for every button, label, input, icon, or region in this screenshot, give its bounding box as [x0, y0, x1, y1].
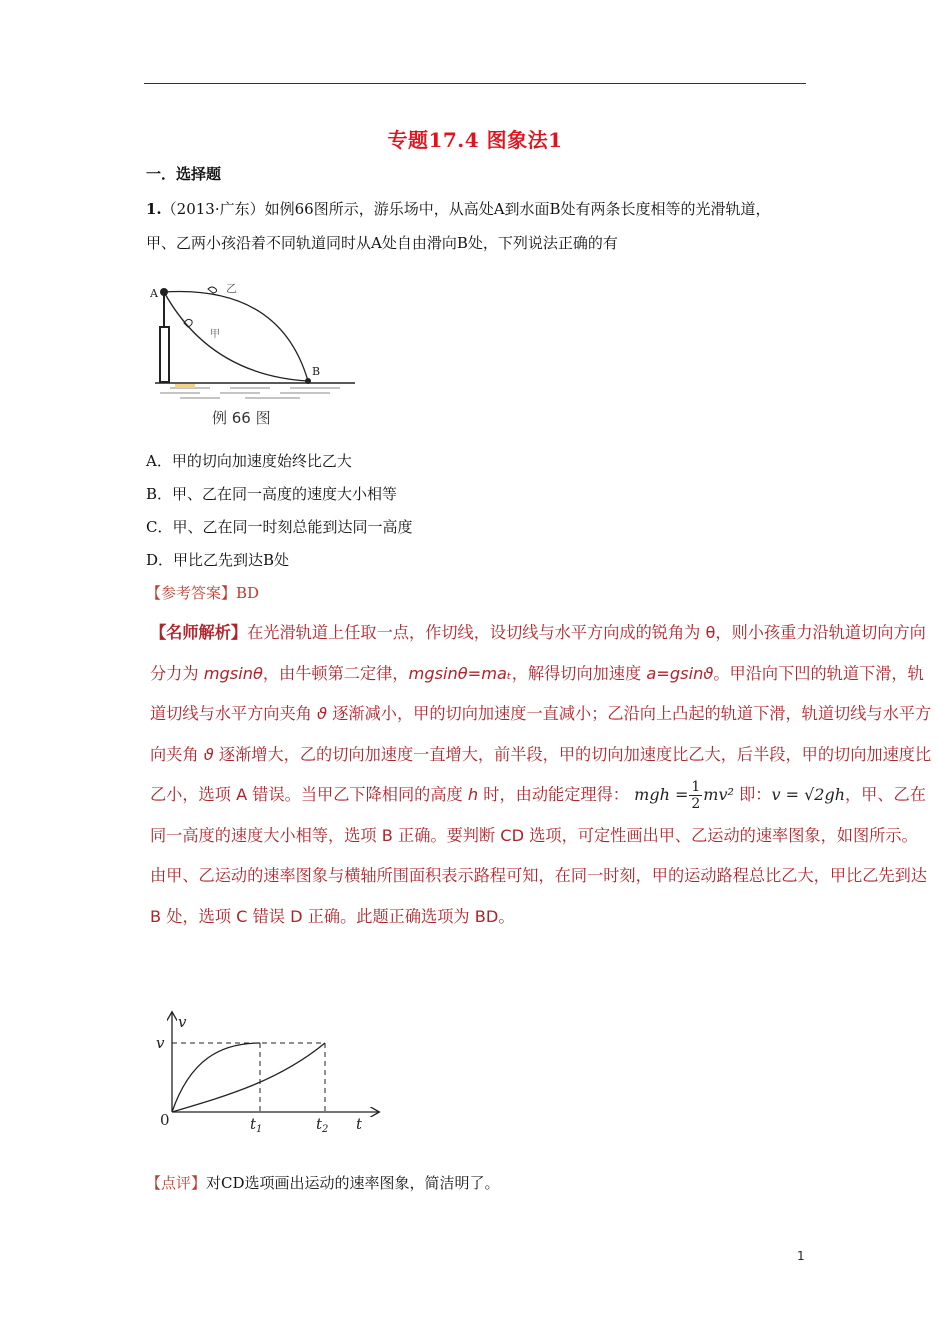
formula-3: a=gsinϑ — [646, 663, 714, 683]
slide-figure — [150, 275, 370, 439]
track-yi — [164, 292, 308, 381]
eq-lhs: mgh = — [634, 785, 689, 804]
label-a: A — [150, 287, 158, 300]
label-jia: 甲 — [210, 329, 220, 340]
question-text-1: （2013·广东）如例66图所示，游乐场中，从高处A到水面B处有两条长度相等的光滑轨道， — [161, 200, 771, 218]
analysis-text-8: 即： — [733, 785, 772, 804]
slide-diagram — [150, 275, 370, 435]
answer-label: 【参考答案】 — [146, 584, 237, 602]
curve-jia — [172, 1043, 260, 1112]
question-line-1 — [146, 198, 771, 219]
section-heading: 一．选择题 — [146, 165, 222, 183]
vt-graph — [150, 1005, 390, 1144]
tower-post — [160, 327, 169, 382]
kid-yi-icon — [208, 287, 217, 293]
analysis-text-2: ，由牛顿第二定律， — [262, 663, 409, 683]
reference-answer — [146, 582, 259, 603]
analysis-text-5: 逐渐减小，甲的切向加速度一直减小；乙沿向上凸起的轨道下滑，轨道切线与水平方向夹角 — [150, 704, 932, 764]
analysis-text-6: 逐渐增大，乙的切向加速度一直增大，前半段，甲的切向加速度比乙大，后半段，甲的切向加速度比乙小，选项 A 错误。当甲乙下降相同的高度 — [150, 744, 932, 804]
velocity-equation: v = √2gh — [771, 785, 845, 804]
y-tick-v: v — [156, 1034, 165, 1052]
comment — [146, 1172, 500, 1193]
eq-fraction — [689, 779, 702, 812]
eq-num: 1 — [691, 779, 701, 795]
eq-rhs: mv² — [703, 785, 734, 804]
option-b: B．甲、乙在同一高度的速度大小相等 — [146, 485, 398, 503]
analysis-text-3: ，解得切向加速度 — [511, 663, 647, 683]
formula-2: mgsinθ=maₜ — [408, 663, 512, 683]
page-number: 1 — [797, 1249, 805, 1263]
page-title: 专题17.4 图象法1 — [387, 128, 563, 152]
analysis-text-4: 。甲沿向下凹的轨道下滑，轨道切线与水平方向夹角 — [150, 663, 924, 723]
analysis-text-7: 时，由动能定理得： — [478, 785, 629, 804]
float-marker — [175, 384, 195, 388]
question-line-2: 甲、乙两小孩沿着不同轨道同时从A处自由滑向B处，下列说法正确的有 — [146, 234, 618, 252]
option-a: A．甲的切向加速度始终比乙大 — [146, 452, 352, 470]
label-yi: 乙 — [226, 282, 237, 295]
formula-4: ϑ — [317, 704, 328, 723]
vt-graph-svg — [150, 1005, 390, 1140]
comment-text: 对CD选项画出运动的速率图象，简洁明了。 — [206, 1174, 500, 1192]
question-number: 1. — [146, 200, 162, 218]
x-axis-label: t — [356, 1115, 363, 1133]
formula-6: h — [467, 785, 479, 804]
curve-yi — [172, 1043, 325, 1112]
label-b: B — [312, 365, 321, 378]
origin-label: 0 — [160, 1111, 170, 1129]
energy-equation — [634, 779, 734, 812]
answer-value: BD — [236, 584, 260, 602]
analysis-text-1: 在光滑轨道上任取一点，作切线，设切线与水平方向成的锐角为 θ，则小孩重力沿轨道切向方向分力为 — [150, 623, 926, 683]
t2-label: $t_2$ — [316, 1115, 329, 1135]
figure-caption: 例 66 图 — [212, 409, 271, 427]
eq-den: 2 — [691, 796, 701, 812]
header-rule — [144, 83, 806, 84]
comment-tag: 【点评】 — [146, 1174, 207, 1192]
option-c: C．甲、乙在同一时刻总能到达同一高度 — [146, 518, 413, 536]
analysis-text-9: ，甲、乙在同一高度的速度大小相等，选项 B 正确。要判断 CD 选项，可定性画出甲、乙运动的速率图象，如图所示。由甲、乙运动的速率图象与横轴所围面积表示路程可知，在同一时刻，甲的运动路程总比乙大，甲比乙先到达 B 处，选项 C 错误 D 正确。此题正确选项为 BD。 — [150, 785, 927, 926]
analysis-head: 【名师解析】 — [150, 623, 248, 642]
y-axis-label: v — [178, 1013, 187, 1031]
water-ripples — [160, 388, 340, 398]
option-d: D．甲比乙先到达B处 — [146, 551, 290, 569]
t1-label: $t_1$ — [250, 1115, 263, 1135]
formula-1: mgsinθ — [203, 663, 263, 683]
formula-5: ϑ — [203, 744, 214, 764]
analysis-block — [150, 613, 932, 937]
